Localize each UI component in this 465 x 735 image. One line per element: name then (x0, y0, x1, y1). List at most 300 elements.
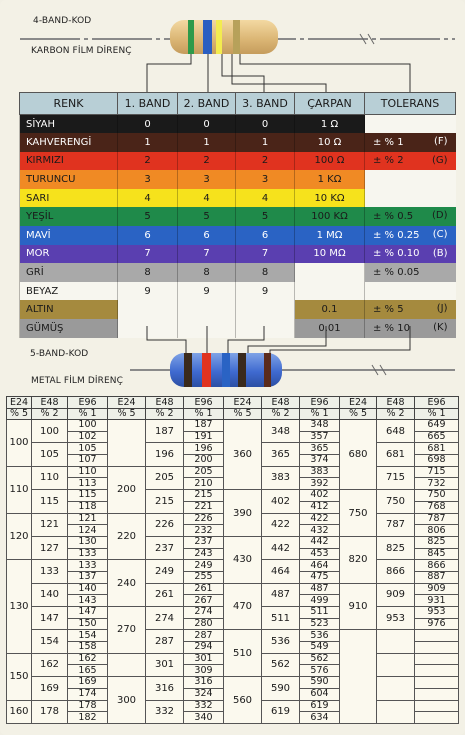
e-header-series: E24 (224, 397, 262, 409)
multiplier-value: 0.1 (295, 300, 365, 319)
tolerance-code: (F) (433, 136, 448, 148)
band-1 (184, 353, 192, 387)
e24-value: 270 (108, 607, 146, 654)
band2-value: 1 (178, 133, 236, 152)
color-name: BEYAZ (20, 282, 118, 301)
e96-value: 115 (68, 490, 108, 502)
e24-value: 120 (7, 513, 32, 560)
color-code-table (19, 92, 456, 338)
e-header-series: E48 (377, 397, 415, 409)
tolerance-cell (365, 300, 456, 319)
tolerance-value: ± % 0.05 (373, 267, 420, 279)
e96-value: 294 (184, 642, 224, 654)
e48-value: 316 (146, 677, 184, 700)
e48-value: 383 (262, 466, 300, 489)
e96-value: 150 (68, 618, 108, 630)
e-series-row (7, 583, 459, 595)
e96-value: 182 (68, 712, 108, 724)
color-row (20, 170, 456, 189)
e48-value: 422 (262, 513, 300, 536)
tolerance-cell (365, 170, 456, 189)
e96-value: 261 (184, 583, 224, 595)
e48-value: 332 (146, 700, 184, 723)
tolerance-cell (365, 115, 456, 134)
e96-value: 562 (300, 653, 340, 665)
tolerance-value: ± % 1 (373, 136, 404, 148)
e48-value: 787 (377, 513, 415, 536)
color-name: KIRMIZI (20, 152, 118, 171)
band-5 (264, 353, 271, 387)
color-name: MAVİ (20, 226, 118, 245)
band2-value: 8 (178, 263, 236, 282)
color-row (20, 207, 456, 226)
e48-value: 590 (262, 677, 300, 700)
e96-value: 107 (68, 455, 108, 467)
e24-value: 430 (224, 536, 262, 583)
e-series-header-row-2 (7, 409, 459, 420)
e24-value: 750 (340, 490, 377, 537)
e96-value: 232 (184, 525, 224, 537)
e96-value: 392 (300, 478, 340, 490)
e-header-series: E96 (184, 397, 224, 409)
e96-value: 130 (68, 536, 108, 548)
band3-value: 0 (236, 115, 295, 134)
band-4 (233, 20, 240, 54)
e96-value: 102 (68, 431, 108, 443)
color-row (20, 245, 456, 264)
e96-value: 316 (184, 677, 224, 689)
band2-value: 6 (178, 226, 236, 245)
e96-value: 619 (300, 700, 340, 712)
tolerance-cell (365, 152, 456, 171)
tolerance-value: ± % 0.10 (373, 248, 420, 260)
e96-value: 432 (300, 525, 340, 537)
tolerance-value: ± % 5 (373, 304, 404, 316)
e48-value: 205 (146, 466, 184, 489)
multiplier-value: 10 KΩ (295, 189, 365, 208)
e96-value: 137 (68, 571, 108, 583)
carbon-film-subtitle: KARBON FİLM DİRENÇ (31, 46, 132, 56)
e96-value: 169 (68, 677, 108, 689)
e96-value: 681 (415, 443, 459, 455)
e-series-row (7, 677, 459, 689)
e-header-series: E48 (32, 397, 68, 409)
e96-value: 866 (415, 560, 459, 572)
band2-value: 9 (178, 282, 236, 301)
band3-value: 2 (236, 152, 295, 171)
e48-value: 187 (146, 420, 184, 443)
color-row (20, 115, 456, 134)
multiplier-value: 0.01 (295, 319, 365, 338)
e-header-tolerance: % 1 (68, 409, 108, 420)
band1-value: 5 (118, 207, 178, 226)
e48-value: 196 (146, 443, 184, 466)
e96-value: 110 (68, 466, 108, 478)
e24-value: 240 (108, 560, 146, 607)
e24-value (340, 630, 377, 724)
band3-value: 3 (236, 170, 295, 189)
color-row (20, 133, 456, 152)
header-band3: 3. BAND (236, 93, 295, 115)
e24-value: 160 (7, 700, 32, 723)
e24-value: 130 (7, 560, 32, 654)
e96-value: 174 (68, 688, 108, 700)
e96-value: 158 (68, 642, 108, 654)
color-name: MOR (20, 245, 118, 264)
e96-value: 383 (300, 466, 340, 478)
e96-value (415, 677, 459, 689)
e96-value: 715 (415, 466, 459, 478)
e-header-tolerance: % 2 (32, 409, 68, 420)
four-band-title: 4-BAND-KOD (33, 16, 92, 26)
e96-value: 825 (415, 536, 459, 548)
e48-value: 249 (146, 560, 184, 583)
e96-value: 287 (184, 630, 224, 642)
e-header-tolerance: % 5 (224, 409, 262, 420)
e96-value: 124 (68, 525, 108, 537)
e96-value: 487 (300, 583, 340, 595)
e96-value: 178 (68, 700, 108, 712)
e-header-tolerance: % 1 (184, 409, 224, 420)
band-2 (202, 353, 211, 387)
e48-value: 511 (262, 607, 300, 630)
e-header-series: E96 (68, 397, 108, 409)
color-table-header (20, 93, 456, 115)
band2-value (178, 300, 236, 319)
e96-value: 453 (300, 548, 340, 560)
e48-value (377, 653, 415, 676)
band2-value: 0 (178, 115, 236, 134)
e96-value: 332 (184, 700, 224, 712)
e96-value: 634 (300, 712, 340, 724)
metal-film-resistor (170, 353, 282, 387)
e96-value (415, 642, 459, 654)
e48-value: 825 (377, 536, 415, 559)
tolerance-code: (K) (433, 322, 448, 334)
color-name: YEŞİL (20, 207, 118, 226)
e96-value: 237 (184, 536, 224, 548)
band2-value: 2 (178, 152, 236, 171)
e96-value: 221 (184, 501, 224, 513)
band2-value: 4 (178, 189, 236, 208)
tolerance-cell (365, 263, 456, 282)
e96-value: 324 (184, 688, 224, 700)
band3-value: 8 (236, 263, 295, 282)
color-name: ALTIN (20, 300, 118, 319)
band1-value: 9 (118, 282, 178, 301)
e48-value: 287 (146, 630, 184, 653)
e96-value: 162 (68, 653, 108, 665)
tolerance-code: (J) (436, 303, 448, 315)
e48-value: 105 (32, 443, 68, 466)
e48-value: 154 (32, 630, 68, 653)
e48-value: 365 (262, 443, 300, 466)
e96-value (415, 630, 459, 642)
tolerance-code: (C) (432, 229, 448, 241)
multiplier-value: 100 Ω (295, 152, 365, 171)
e96-value: 348 (300, 420, 340, 432)
band2-value: 5 (178, 207, 236, 226)
e96-value: 205 (184, 466, 224, 478)
e-header-tolerance: % 2 (146, 409, 184, 420)
e96-value: 787 (415, 513, 459, 525)
e96-value (415, 653, 459, 665)
e48-value: 442 (262, 536, 300, 559)
header-band2: 2. BAND (178, 93, 236, 115)
band-4 (238, 353, 246, 387)
e96-value: 402 (300, 490, 340, 502)
e96-value: 105 (68, 443, 108, 455)
tolerance-cell (365, 245, 456, 264)
e96-value: 845 (415, 548, 459, 560)
tolerance-cell (365, 226, 456, 245)
e48-value (377, 677, 415, 700)
e48-value: 715 (377, 466, 415, 489)
e96-value: 196 (184, 443, 224, 455)
e48-value: 301 (146, 653, 184, 676)
e96-value: 976 (415, 618, 459, 630)
e48-value: 140 (32, 583, 68, 606)
e24-value: 820 (340, 536, 377, 583)
e-header-tolerance: % 1 (415, 409, 459, 420)
e96-value: 200 (184, 455, 224, 467)
e96-value: 274 (184, 607, 224, 619)
e96-value: 154 (68, 630, 108, 642)
e48-value: 953 (377, 607, 415, 630)
tolerance-value: ± % 0.25 (373, 229, 420, 241)
e48-value: 750 (377, 490, 415, 513)
e-header-tolerance: % 5 (340, 409, 377, 420)
e96-value (415, 712, 459, 724)
e-series-row (7, 420, 459, 432)
header-band1: 1. BAND (118, 93, 178, 115)
color-row (20, 282, 456, 301)
e-series-row (7, 536, 459, 548)
e96-value: 365 (300, 443, 340, 455)
e48-value: 261 (146, 583, 184, 606)
e24-value: 220 (108, 513, 146, 560)
band3-value: 5 (236, 207, 295, 226)
e96-value: 590 (300, 677, 340, 689)
e48-value: 487 (262, 583, 300, 606)
band3-value: 6 (236, 226, 295, 245)
e48-value: 648 (377, 420, 415, 443)
e24-value (108, 653, 146, 676)
multiplier-value: 1 MΩ (295, 226, 365, 245)
e96-value: 301 (184, 653, 224, 665)
e96-value: 165 (68, 665, 108, 677)
e96-value: 887 (415, 571, 459, 583)
tolerance-value: ± % 0.5 (373, 211, 414, 223)
multiplier-value: 100 KΩ (295, 207, 365, 226)
header-multiplier: ÇARPAN (295, 93, 365, 115)
tolerance-value: ± % 2 (373, 155, 404, 167)
e96-value: 143 (68, 595, 108, 607)
e96-value: 100 (68, 420, 108, 432)
e96-value: 750 (415, 490, 459, 502)
e24-value: 100 (7, 420, 32, 467)
e48-value: 133 (32, 560, 68, 583)
e24-value: 910 (340, 583, 377, 630)
e96-value: 374 (300, 455, 340, 467)
e96-value: 649 (415, 420, 459, 432)
e48-value: 100 (32, 420, 68, 443)
e24-value: 300 (108, 677, 146, 724)
e48-value: 402 (262, 490, 300, 513)
color-row (20, 189, 456, 208)
color-name: KAHVERENGİ (20, 133, 118, 152)
color-row (20, 263, 456, 282)
e96-value: 357 (300, 431, 340, 443)
e24-value: 150 (7, 653, 32, 700)
e-series-table (6, 396, 459, 724)
e96-value: 113 (68, 478, 108, 490)
e96-value: 118 (68, 501, 108, 513)
e48-value: 169 (32, 677, 68, 700)
tolerance-code: (B) (432, 247, 448, 259)
e96-value: 309 (184, 665, 224, 677)
e96-value: 147 (68, 607, 108, 619)
e96-value: 191 (184, 431, 224, 443)
band1-value (118, 300, 178, 319)
e96-value: 698 (415, 455, 459, 467)
e96-value: 732 (415, 478, 459, 490)
e24-value: 680 (340, 420, 377, 490)
tolerance-cell (365, 207, 456, 226)
e48-value: 536 (262, 630, 300, 653)
metal-film-subtitle: METAL FİLM DİRENÇ (31, 376, 123, 386)
carbon-resistor (170, 20, 278, 54)
multiplier-value (295, 282, 365, 301)
e48-value (377, 700, 415, 723)
e48-value: 866 (377, 560, 415, 583)
e96-value: 187 (184, 420, 224, 432)
band2-value: 3 (178, 170, 236, 189)
e48-value (377, 630, 415, 653)
e48-value: 348 (262, 420, 300, 443)
e-header-series: E24 (340, 397, 377, 409)
e96-value: 511 (300, 607, 340, 619)
band-3 (216, 20, 222, 54)
e24-value (108, 420, 146, 467)
multiplier-value: 10 MΩ (295, 245, 365, 264)
e96-value: 249 (184, 560, 224, 572)
band3-value: 4 (236, 189, 295, 208)
e96-value: 604 (300, 688, 340, 700)
band1-value: 0 (118, 115, 178, 134)
band-1 (188, 20, 194, 54)
e-header-tolerance: % 2 (377, 409, 415, 420)
tolerance-cell (365, 133, 456, 152)
e96-value: 140 (68, 583, 108, 595)
color-row (20, 152, 456, 171)
e48-value: 121 (32, 513, 68, 536)
e48-value: 464 (262, 560, 300, 583)
band1-value: 8 (118, 263, 178, 282)
e96-value: 133 (68, 548, 108, 560)
e48-value: 562 (262, 653, 300, 676)
color-row (20, 226, 456, 245)
band1-value: 2 (118, 152, 178, 171)
band3-value: 1 (236, 133, 295, 152)
e-header-series: E48 (146, 397, 184, 409)
e-header-tolerance: % 5 (7, 409, 32, 420)
e24-value: 470 (224, 583, 262, 630)
band-3 (222, 353, 230, 387)
five-band-title: 5-BAND-KOD (30, 349, 89, 359)
tolerance-cell (365, 282, 456, 301)
e96-value: 226 (184, 513, 224, 525)
multiplier-value: 1 KΩ (295, 170, 365, 189)
e48-value: 147 (32, 607, 68, 630)
e96-value (415, 700, 459, 712)
e96-value: 255 (184, 571, 224, 583)
e-header-tolerance: % 1 (300, 409, 340, 420)
e-header-series: E24 (108, 397, 146, 409)
e96-value: 549 (300, 642, 340, 654)
e96-value: 121 (68, 513, 108, 525)
e-header-tolerance: % 2 (262, 409, 300, 420)
band3-value: 9 (236, 282, 295, 301)
e24-value: 110 (7, 466, 32, 513)
e96-value: 210 (184, 478, 224, 490)
e96-value: 475 (300, 571, 340, 583)
e48-value: 215 (146, 490, 184, 513)
e96-value: 442 (300, 536, 340, 548)
tolerance-value: ± % 10 (373, 322, 410, 334)
e96-value: 806 (415, 525, 459, 537)
e96-value: 536 (300, 630, 340, 642)
e48-value: 127 (32, 536, 68, 559)
band-2 (203, 20, 212, 54)
e-series-row (7, 630, 459, 642)
e24-value: 560 (224, 677, 262, 724)
band1-value: 7 (118, 245, 178, 264)
e48-value: 237 (146, 536, 184, 559)
e24-value: 200 (108, 466, 146, 513)
e96-value: 909 (415, 583, 459, 595)
e96-value: 576 (300, 665, 340, 677)
header-color: RENK (20, 93, 118, 115)
band2-value: 7 (178, 245, 236, 264)
e24-value: 390 (224, 490, 262, 537)
e96-value: 422 (300, 513, 340, 525)
e96-value: 523 (300, 618, 340, 630)
band1-value: 3 (118, 170, 178, 189)
color-name: SİYAH (20, 115, 118, 134)
e96-value: 931 (415, 595, 459, 607)
e48-value: 619 (262, 700, 300, 723)
band1-value: 1 (118, 133, 178, 152)
e96-value: 215 (184, 490, 224, 502)
e96-value: 340 (184, 712, 224, 724)
top-leader-lines (0, 54, 465, 94)
e24-value: 360 (224, 420, 262, 490)
e-header-series: E96 (415, 397, 459, 409)
e96-value: 953 (415, 607, 459, 619)
e96-value: 243 (184, 548, 224, 560)
e48-value: 226 (146, 513, 184, 536)
band3-value: 7 (236, 245, 295, 264)
band3-value (236, 300, 295, 319)
e48-value: 274 (146, 607, 184, 630)
e-series-header-row-1 (7, 397, 459, 409)
e96-value: 768 (415, 501, 459, 513)
e48-value: 162 (32, 653, 68, 676)
e96-value: 499 (300, 595, 340, 607)
e48-value: 115 (32, 490, 68, 513)
e96-value: 665 (415, 431, 459, 443)
